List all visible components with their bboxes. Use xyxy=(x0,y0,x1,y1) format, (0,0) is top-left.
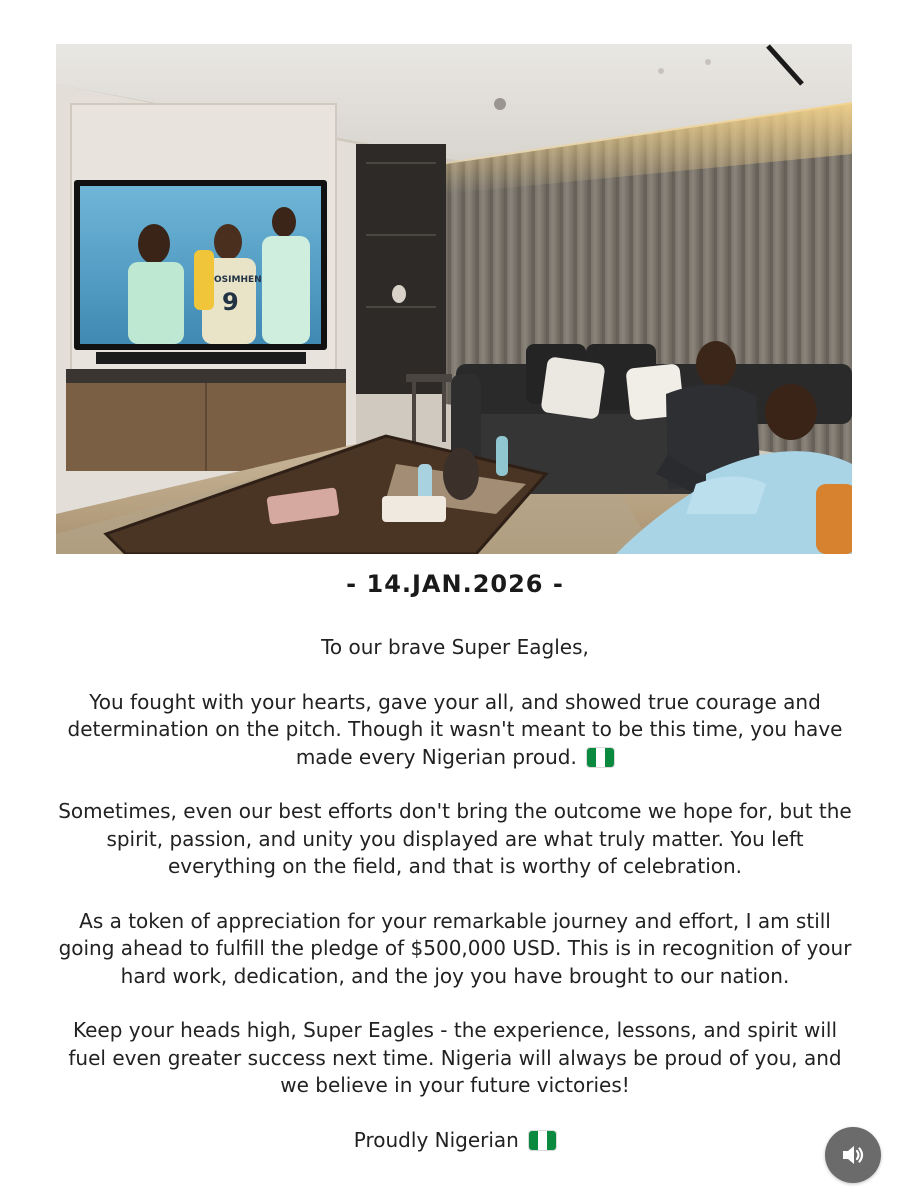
letter-signoff xyxy=(55,1127,855,1155)
tv-jersey-name: OSIMHEN xyxy=(214,275,262,285)
post-photo xyxy=(56,44,852,554)
letter-signoff-text: Proudly Nigerian xyxy=(353,1127,519,1152)
post-date: - 14.JAN.2026 - xyxy=(346,570,564,598)
nigeria-flag-icon xyxy=(587,748,614,767)
letter-paragraph-3: As a token of appreciation for your remarkable journey and effort, I am still going ahead to fulfill the pledge of $500,000 USD. This is in recognition of your hard work, dedication, and the joy you have brought to our nation. xyxy=(58,908,852,988)
audio-toggle-button[interactable] xyxy=(825,1127,881,1183)
speaker-icon xyxy=(840,1142,866,1168)
letter-paragraph-2: Sometimes, even our best efforts don't bring the outcome we hope for, but the spirit, passion, and unity you displayed are what truly matter. You left everything on the field, and that is worthy of celebration. xyxy=(58,799,852,878)
living-room-illustration xyxy=(56,44,852,554)
letter-paragraph-1 xyxy=(55,689,855,772)
letter-paragraph-1-text: You fought with your hearts, gave your all, and showed true courage and determination on the pitch. Though it wasn't meant to be this time, you have made every Nigerian proud. xyxy=(67,689,843,769)
tv-jersey-number: 9 xyxy=(222,288,239,316)
letter-paragraph-4: Keep your heads high, Super Eagles - the experience, lessons, and spirit will fuel even greater success next time. Nigeria will always be proud of you, and we believe in your future victories! xyxy=(68,1018,842,1097)
letter-greeting: To our brave Super Eagles, xyxy=(321,635,589,659)
nigeria-flag-icon xyxy=(529,1131,556,1150)
letter-body xyxy=(55,634,855,1181)
